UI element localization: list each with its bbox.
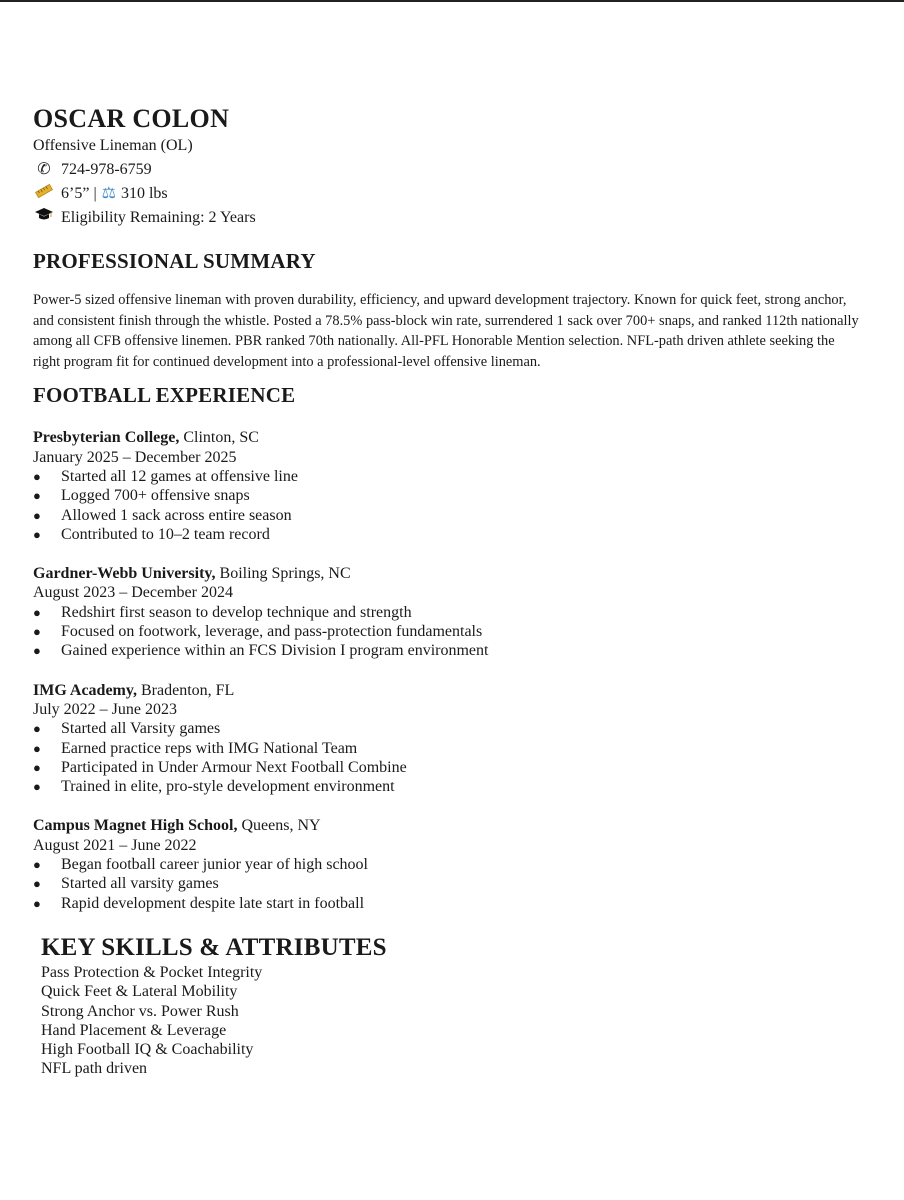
bullet-dot: ●	[33, 507, 41, 523]
bullet-text: Logged 700+ offensive snaps	[61, 487, 250, 505]
bullet-dot: ●	[33, 488, 41, 504]
entry-dates: August 2023 – December 2024	[33, 584, 233, 602]
skill-item: Strong Anchor vs. Power Rush	[41, 1002, 239, 1020]
bullet-item	[33, 719, 873, 738]
bullet-text: Started all Varsity games	[61, 720, 221, 738]
bullet-item	[33, 777, 873, 796]
bullet-item	[33, 486, 873, 505]
entry-header	[33, 681, 873, 700]
skill-item: Pass Protection & Pocket Integrity	[41, 963, 263, 981]
bullet-text: Gained experience within an FCS Division I program environment	[61, 642, 489, 660]
entry-bullets	[33, 719, 873, 796]
bullet-dot: ●	[33, 876, 41, 892]
bullet-text: Earned practice reps with IMG National Team	[61, 739, 358, 757]
skills-list	[41, 963, 873, 1079]
bullet-item	[33, 467, 873, 486]
phone-icon: ✆	[37, 161, 51, 178]
scale-icon: ⚖	[101, 185, 116, 202]
experience-entry	[33, 564, 873, 660]
school-name: Campus Magnet High School,	[33, 817, 238, 835]
entry-dates: July 2022 – June 2023	[33, 700, 177, 718]
summary-heading: PROFESSIONAL SUMMARY	[33, 249, 316, 273]
school-name: IMG Academy,	[33, 681, 137, 699]
entry-dates: August 2021 – June 2022	[33, 836, 197, 854]
bullet-dot: ●	[33, 643, 41, 659]
ruler-icon	[33, 182, 55, 206]
top-border-line	[0, 0, 904, 2]
entry-bullets	[33, 603, 873, 661]
entry-header	[33, 816, 873, 835]
bullet-item	[33, 758, 873, 777]
position-text: Offensive Lineman (OL)	[33, 137, 193, 154]
skill-item: Quick Feet & Lateral Mobility	[41, 983, 238, 1001]
skill-item: NFL path driven	[41, 1060, 148, 1078]
entry-bullets	[33, 467, 873, 544]
bullet-dot: ●	[33, 895, 41, 911]
bullet-item	[33, 622, 873, 641]
school-name: Gardner-Webb University,	[33, 565, 216, 583]
summary-paragraph: Power-5 sized offensive lineman with proven durability, efficiency, and upward development trajectory. Known for quick feet, strong anchor, and consistent finish through the whistle. Posted a 78.5% pass-block win rate, surrendered 1 sack over 700+ snaps, and ranked 112th nationally among all CFB offensive linemen. PBR ranked 70th nationally. All-PFL Honorable Mention selection. NFL-path driven athlete seeking the right program fit for continued development into a professional-level offensive lineman.	[33, 292, 859, 370]
skill-item: High Football IQ & Coachability	[41, 1041, 254, 1059]
bullet-dot: ●	[33, 740, 41, 756]
experience-heading: FOOTBALL EXPERIENCE	[33, 383, 296, 408]
bullet-text: Participated in Under Armour Next Football Combine	[61, 758, 407, 776]
entry-bullets	[33, 855, 873, 913]
bullet-item	[33, 874, 873, 893]
school-location: Bradenton, FL	[137, 681, 235, 699]
bullet-text: Started all varsity games	[61, 875, 219, 893]
school-location: Boiling Springs, NC	[215, 565, 351, 583]
bullet-dot: ●	[33, 468, 41, 484]
entry-dates: January 2025 – December 2025	[33, 448, 237, 466]
size-separator: |	[93, 185, 97, 202]
height-value: 6’5”	[61, 185, 90, 202]
skill-item: Hand Placement & Leverage	[41, 1021, 227, 1039]
bullet-dot: ●	[33, 624, 41, 640]
bullet-item	[33, 739, 873, 758]
school-name: Presbyterian College,	[33, 429, 180, 447]
bullet-text: Focused on footwork, leverage, and pass-protection fundamentals	[61, 623, 483, 641]
bullet-text: Redshirt first season to develop technique and strength	[61, 603, 412, 621]
bullet-dot: ●	[33, 604, 41, 620]
experience-entry	[33, 816, 873, 912]
experience-entry	[33, 681, 873, 797]
eligibility-line	[33, 206, 873, 230]
bullet-dot: ●	[33, 779, 41, 795]
position-line	[33, 134, 873, 158]
entry-header	[33, 564, 873, 583]
bullet-item	[33, 506, 873, 525]
bullet-item	[33, 894, 873, 913]
bullet-dot: ●	[33, 759, 41, 775]
bullet-item	[33, 525, 873, 544]
candidate-name: OSCAR COLON	[33, 104, 230, 133]
bullet-text: Allowed 1 sack across entire season	[61, 506, 292, 524]
experience-list	[33, 428, 873, 913]
bullet-item	[33, 641, 873, 660]
school-location: Queens, NY	[237, 817, 321, 835]
bullet-text: Trained in elite, pro-style development environment	[61, 778, 395, 796]
eligibility-text: Eligibility Remaining: 2 Years	[61, 209, 256, 226]
graduation-cap-icon	[33, 206, 55, 230]
size-line	[33, 182, 873, 206]
bullet-text: Contributed to 10–2 team record	[61, 525, 270, 543]
school-location: Clinton, SC	[179, 429, 259, 447]
bullet-dot: ●	[33, 526, 41, 542]
skills-heading: KEY SKILLS & ATTRIBUTES	[41, 933, 387, 961]
phone-line	[33, 158, 873, 182]
bullet-item	[33, 855, 873, 874]
phone-number: 724-978-6759	[61, 161, 152, 178]
bullet-dot: ●	[33, 857, 41, 873]
bullet-text: Rapid development despite late start in football	[61, 894, 365, 912]
experience-entry	[33, 428, 873, 544]
entry-header	[33, 428, 873, 447]
resume-page	[33, 104, 873, 1079]
bullet-text: Began football career junior year of high school	[61, 856, 368, 874]
bullet-text: Started all 12 games at offensive line	[61, 467, 298, 485]
bullet-dot: ●	[33, 721, 41, 737]
weight-value: 310 lbs	[120, 185, 168, 202]
bullet-item	[33, 603, 873, 622]
